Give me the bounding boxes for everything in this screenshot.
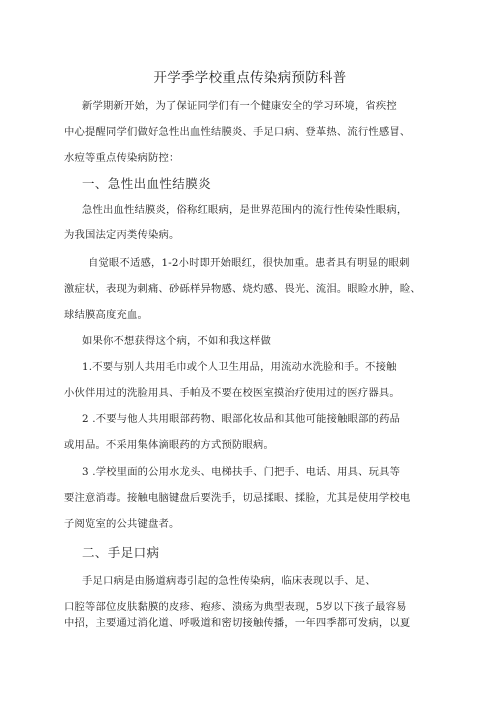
intro-line-1: 新学期新开始，为了保证同学们有一个健康安全的学习环境，省疾控 bbox=[82, 100, 397, 112]
section1-item3-line-1: 3 .学校里面的公用水龙头、电梯扶手、门把手、电话、用具、玩具等 bbox=[82, 466, 401, 478]
section1-para1-line-1: 急性出血性结膜炎，俗称红眼病，是世界范围内的流行性传染性眼病， bbox=[82, 204, 408, 216]
document-title: 开学季学校重点传染病预防科普 bbox=[153, 70, 347, 86]
section1-para1-line-2: 为我国法定丙类传染病。 bbox=[64, 229, 180, 241]
section1-para2-line-1: 自觉眼不适感，1-2小时即开始眼红，很快加重。患者具有明显的眼刺 bbox=[88, 257, 410, 269]
section1-item1-line-2: 小伙伴用过的洗脸用具、手帕及不要在校医室摸治疗使用过的医疗器具。 bbox=[64, 387, 400, 399]
intro-line-3: 水痘等重点传染病防控： bbox=[64, 152, 180, 164]
section1-item2-line-1: 2 .不要与他人共用眼部药物、眼部化妆品和其他可能接触眼部的药品 bbox=[82, 413, 401, 425]
section2-heading: 二、手足口病 bbox=[82, 545, 160, 560]
section1-item2-line-2: 或用品。不采用集体滴眼药的方式预防眼病。 bbox=[64, 439, 274, 451]
section2-para1-line-3: 中招，主要通过消化道、呼吸道和密切接触传播，一年四季都可发病，以夏 bbox=[64, 617, 411, 629]
section1-para3: 如果你不想获得这个病，不如和我这样做 bbox=[82, 335, 271, 347]
section1-item1-line-1: 1.不要与别人共用毛巾或个人卫生用品，用流动水洗脸和手。不接触 bbox=[82, 361, 397, 373]
section1-para2-line-2: 激症状，表现为刺痛、砂砾样异物感、烧灼感、畏光、流泪。眼睑水肿，睑、 bbox=[64, 283, 421, 295]
section1-item3-line-3: 子阅览室的公共键盘者。 bbox=[64, 518, 180, 530]
intro-line-2: 中心提醒同学们做好急性出血性结膜炎、手足口病、登革热、流行性感冒、 bbox=[64, 126, 411, 138]
section1-para2-line-3: 球结膜高度充血。 bbox=[64, 309, 148, 321]
section2-para1-line-1: 手足口病是由肠道病毒引起的急性传染病，临床表现以手、足、 bbox=[82, 575, 376, 587]
section1-heading: 一、急性出血性结膜炎 bbox=[82, 176, 212, 191]
section2-para1-line-2: 口腔等部位皮肤黏膜的皮疹、疱疹、溃疡为典型表现，5岁以下孩子最容易 bbox=[64, 601, 407, 613]
section1-item3-line-2: 要注意消毒。接触电脑键盘后要洗手，切忌揉眼、揉脸，尤其是使用学校电 bbox=[64, 492, 411, 504]
